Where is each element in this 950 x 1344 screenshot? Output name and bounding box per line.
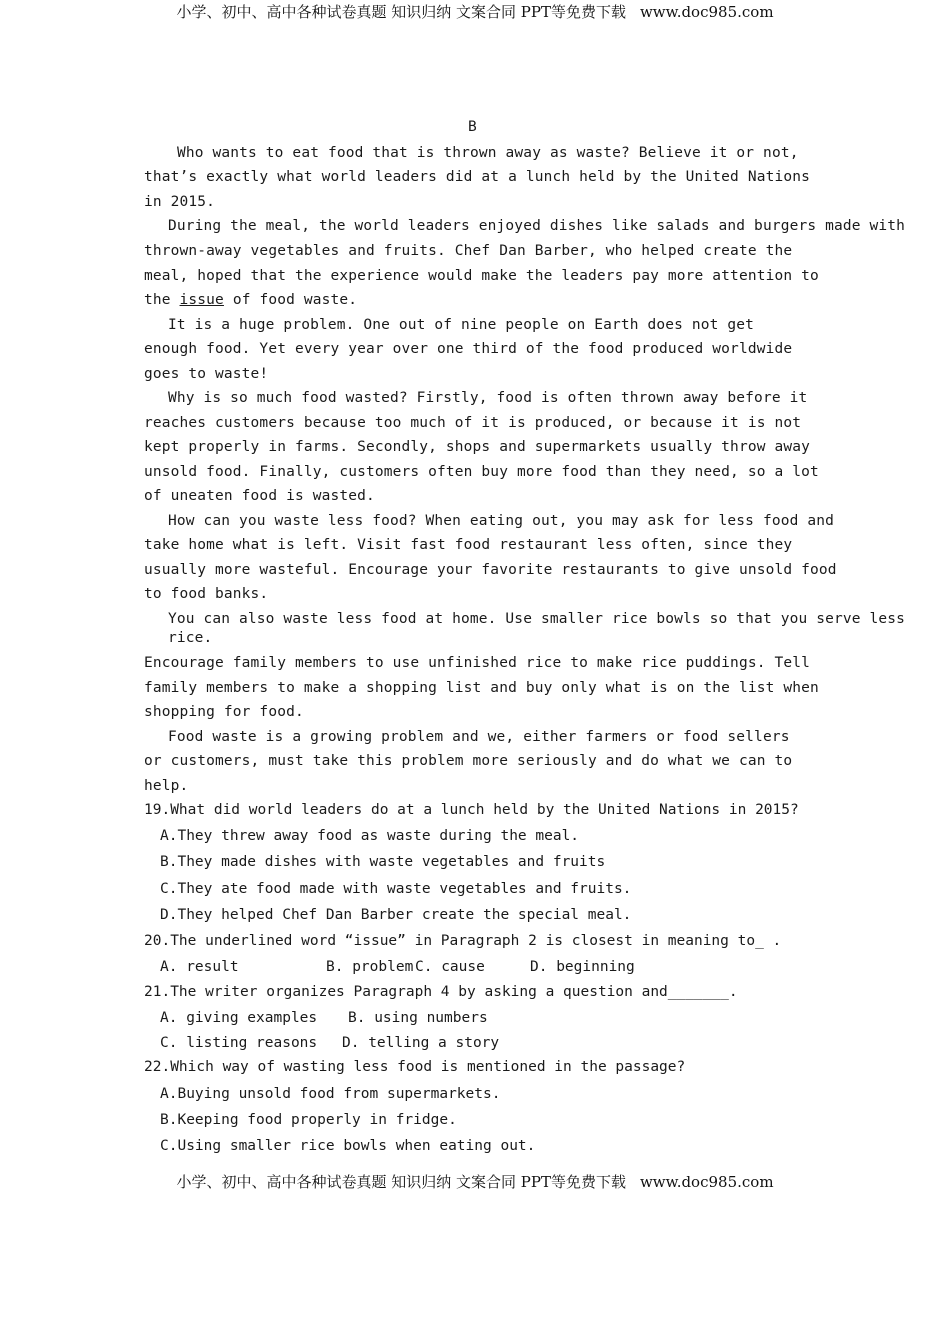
question-22-option-b[interactable]: B.Keeping food properly in fridge. [160, 1112, 457, 1128]
page-header [0, 1, 950, 22]
question-19-option-d[interactable]: D.They helped Chef Dan Barber create the special meal. [160, 907, 632, 923]
question-19-option-a[interactable]: A.They threw away food as waste during the meal. [160, 828, 580, 844]
question-21-stem: 21.The writer organizes Paragraph 4 by asking a question and_______. [144, 984, 738, 1000]
question-22-option-c[interactable]: C.Using smaller rice bowls when eating out. [160, 1138, 536, 1154]
passage-line: Who wants to eat food that is thrown away as waste? Believe it or not, [177, 145, 799, 161]
page-footer [0, 1171, 950, 1192]
passage-line [144, 291, 357, 309]
question-19-option-b[interactable]: B.They made dishes with waste vegetables and fruits [160, 854, 606, 870]
passage-line: enough food. Yet every year over one third of the food produced worldwide [144, 341, 793, 357]
header-site-link[interactable]: www.doc985.com [639, 3, 774, 21]
passage-line: unsold food. Finally, customers often buy more food than they need, so a lot [144, 464, 819, 480]
question-20-option-c[interactable]: C. cause [415, 959, 485, 975]
passage-line: in 2015. [144, 194, 216, 210]
question-19-stem: 19.What did world leaders do at a lunch held by the United Nations in 2015? [144, 802, 799, 818]
passage-line: that’s exactly what world leaders did at a lunch held by the United Nations [144, 169, 810, 185]
underlined-word: issue [179, 292, 224, 308]
footer-site-link[interactable]: www.doc985.com [639, 1173, 774, 1191]
question-20-option-a[interactable]: A. result [160, 959, 239, 975]
header-text: 小学、初中、高中各种试卷真题 知识归纳 文案合同 PPT等免费下载 [176, 3, 626, 21]
question-19-option-c[interactable]: C.They ate food made with waste vegetables and fruits. [160, 881, 632, 897]
passage-line: Food waste is a growing problem and we, either farmers or food sellers [168, 729, 790, 745]
passage-line: During the meal, the world leaders enjoyed dishes like salads and burgers made with [168, 218, 906, 234]
passage-text: the [144, 292, 180, 308]
passage-line: Encourage family members to use unfinished rice to make rice puddings. Tell [144, 655, 810, 671]
section-label: B [468, 119, 477, 135]
footer-text: 小学、初中、高中各种试卷真题 知识归纳 文案合同 PPT等免费下载 [176, 1173, 626, 1191]
question-21-option-c[interactable]: C. listing reasons [160, 1035, 318, 1051]
passage-line: or customers, must take this problem more seriously and do what we can to [144, 753, 793, 769]
passage-line: usually more wasteful. Encourage your favorite restaurants to give unsold food [144, 562, 837, 578]
passage-line: family members to make a shopping list and buy only what is on the list when [144, 680, 819, 696]
question-21-option-a[interactable]: A. giving examples [160, 1010, 318, 1026]
question-20-stem: 20.The underlined word “issue” in Paragraph 2 is closest in meaning to_ . [144, 933, 782, 949]
question-20-option-b[interactable]: B. problem [326, 959, 414, 975]
passage-line: take home what is left. Visit fast food restaurant less often, since they [144, 537, 793, 553]
passage-line: You can also waste less food at home. Use smaller rice bowls so that you serve less [168, 611, 906, 627]
passage-line: to food banks. [144, 586, 269, 602]
question-21-option-d[interactable]: D. telling a story [342, 1035, 500, 1051]
passage-line: reaches customers because too much of it is produced, or because it is not [144, 415, 802, 431]
passage-line: of uneaten food is wasted. [144, 488, 375, 504]
passage-text: of food waste. [223, 292, 358, 308]
passage-line: shopping for food. [144, 704, 304, 720]
passage-line: Why is so much food wasted? Firstly, food is often thrown away before it [168, 390, 808, 406]
passage-line: rice. [168, 630, 213, 646]
passage-line: goes to waste! [144, 366, 269, 382]
question-22-stem: 22.Which way of wasting less food is mentioned in the passage? [144, 1059, 686, 1075]
passage-line: thrown-away vegetables and fruits. Chef Dan Barber, who helped create the [144, 243, 793, 259]
question-20-option-d[interactable]: D. beginning [530, 959, 635, 975]
passage-line: kept properly in farms. Secondly, shops and supermarkets usually throw away [144, 439, 810, 455]
question-22-option-a[interactable]: A.Buying unsold food from supermarkets. [160, 1086, 501, 1102]
passage-line: How can you waste less food? When eating out, you may ask for less food and [168, 513, 834, 529]
passage-line: help. [144, 778, 189, 794]
passage-line: It is a huge problem. One out of nine people on Earth does not get [168, 317, 755, 333]
question-21-option-b[interactable]: B. using numbers [348, 1010, 488, 1026]
passage-line: meal, hoped that the experience would make the leaders pay more attention to [144, 268, 819, 284]
